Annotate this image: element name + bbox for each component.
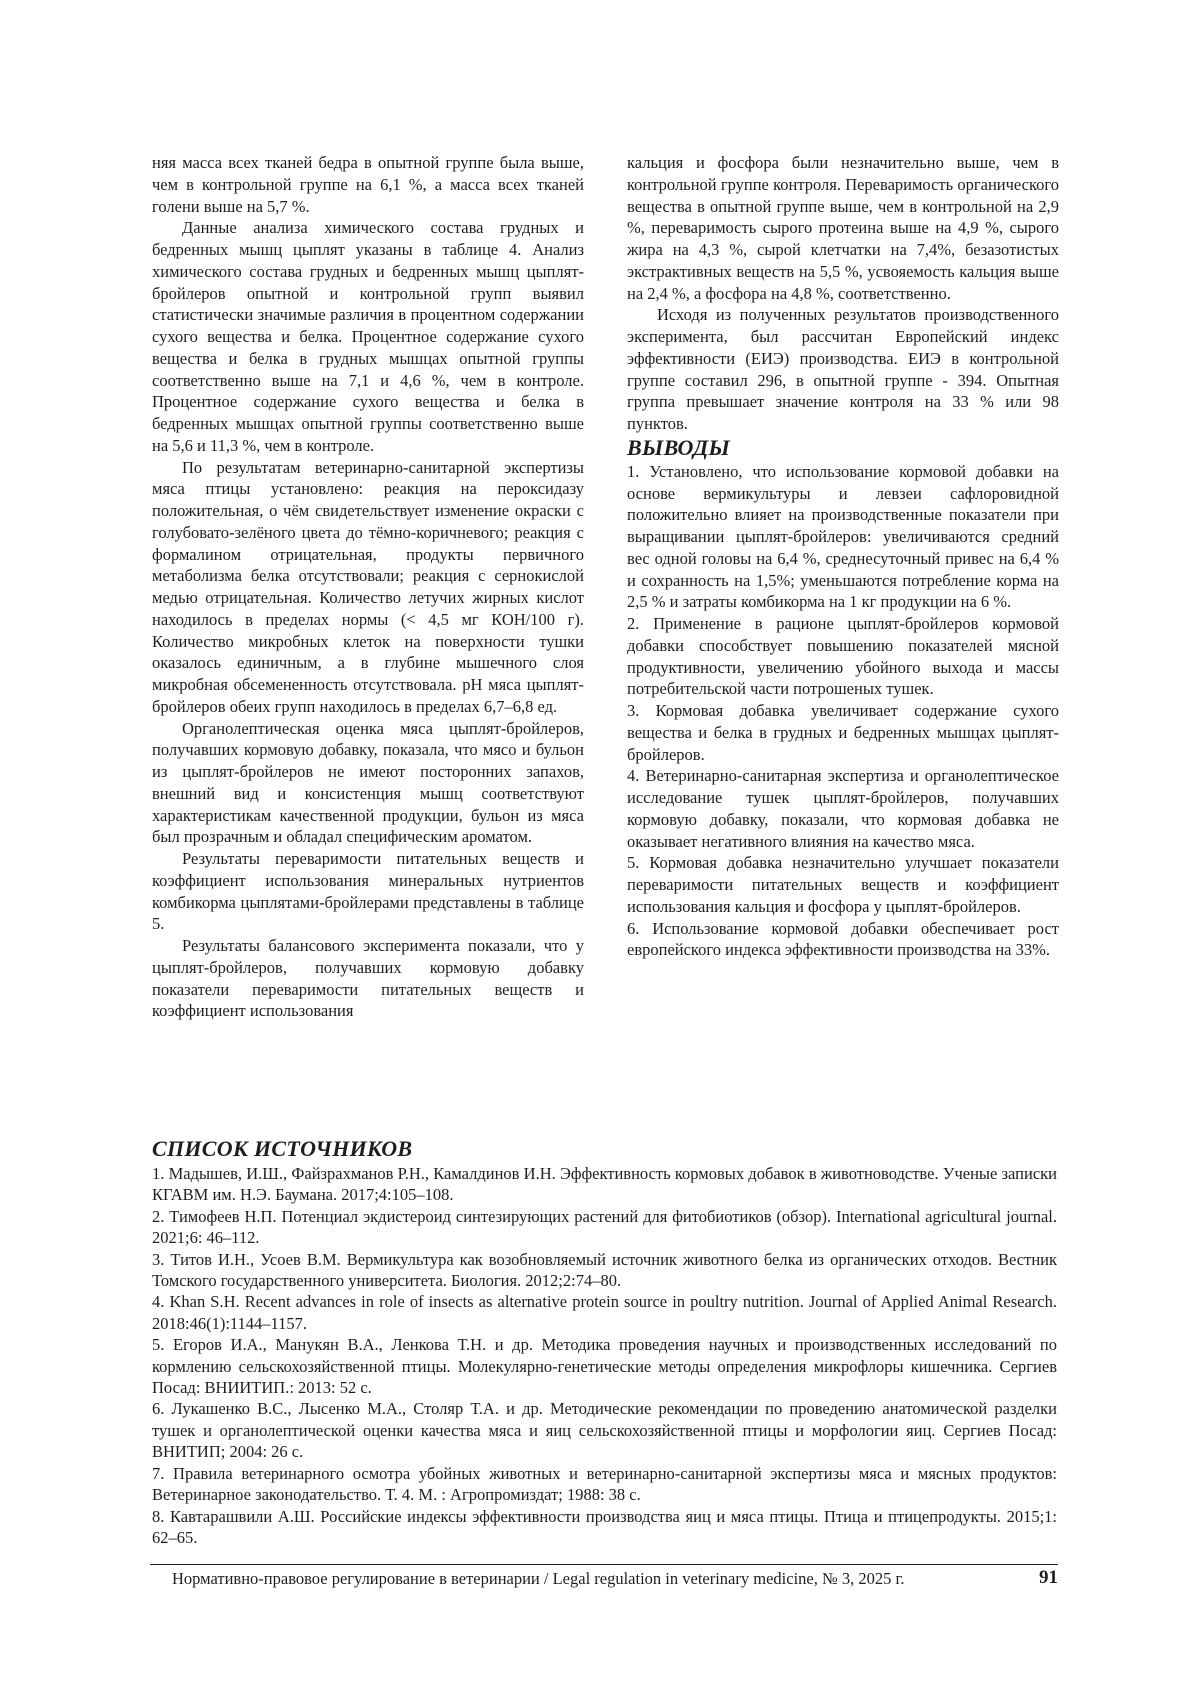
paragraph: няя масса всех тканей бедра в опытной группе была выше, чем в контрольной группе на 6,1 %, а масса всех тканей голени выше на 5,7 %. [152, 152, 584, 217]
reference-item: 5. Егоров И.А., Манукян В.А., Ленкова Т.Н. и др. Методика проведения научных и производственных исследований по кормлению сельскохозяйственной птицы. Молекулярно-генетические методы определения микрофлоры кишечника. Сергиев Посад: ВНИИТИП.: 2013: 52 с. [152, 1334, 1057, 1398]
journal-page [0, 0, 1200, 1697]
reference-item: 7. Правила ветеринарного осмотра убойных животных и ветеринарно-санитарной экспертизы мяса и мясных продуктов: Ветеринарное законодательство. Т. 4. М. : Агропромиздат; 1988: 38 с. [152, 1463, 1057, 1506]
page-number: 91 [1039, 1567, 1058, 1589]
reference-item: 8. Кавтарашвили А.Ш. Российские индексы эффективности производства яиц и мяса птицы. Птица и птицепродукты. 2015;1: 62–65. [152, 1506, 1057, 1549]
reference-item: 4. Khan S.H. Recent advances in role of insects as alternative protein source in poultry nutrition. Journal of Applied Animal Research. 2018:46(1):1144–1157. [152, 1291, 1057, 1334]
paragraph: Результаты переваримости питательных веществ и коэффициент использования минеральных нутриентов комбикорма цыплятами-бройлерами представлены в таблице 5. [152, 848, 584, 935]
conclusion-item: 3. Кормовая добавка увеличивает содержание сухого вещества и белка в грудных и бедренных мышцах цыплят-бройлеров. [627, 700, 1059, 765]
paragraph: Органолептическая оценка мяса цыплят-бройлеров, получавших кормовую добавку, показала, что мясо и бульон из цыплят-бройлеров не имеют посторонних запахов, внешний вид и консистенция мышц соответствуют характеристикам качественной продукции, бульон из мяса был прозрачным и обладал специфическим ароматом. [152, 718, 584, 849]
conclusion-item: 6. Использование кормовой добавки обеспечивает рост европейского индекса эффективности производства на 33%. [627, 918, 1059, 962]
paragraph: кальция и фосфора были незначительно выше, чем в контрольной группе контроля. Переваримость органического вещества в опытной группе выше, чем в контрольной на 2,9 %, переваримость сырого протеина выше на 4,9 %, сырого жира на 4,3 %, сырой клетчатки на 7,4%, безазотистых экстрактивных веществ на 5,5 %, усвояемость кальция выше на 2,4 %, а фосфора на 4,8 %, соответственно. [627, 152, 1059, 304]
paragraph: По результатам ветеринарно-санитарной экспертизы мяса птицы установлено: реакция на пероксидазу положительная, о чём свидетельствует изменение окраски с голубовато-зелёного цвета до тёмно-коричневого; реакция с формалином отрицательная, продукты первичного метаболизма белка отсутствовали; реакция с сернокислой медью отрицательная. Количество летучих жирных кислот находилось в пределах нормы (< 4,5 мг КОН/100 г). Количество микробных клеток на поверхности тушки оказалось единичным, а в глубине мышечного слоя микробная обсемененность отсутствовала. pH мяса цыплят-бройлеров обеих групп находилось в пределах 6,7–6,8 ед. [152, 457, 584, 718]
reference-item: 3. Титов И.Н., Усоев В.М. Вермикультура как возобновляемый источник животного белка из органических отходов. Вестник Томского государственного университета. Биология. 2012;2:74–80. [152, 1249, 1057, 1292]
paragraph: Результаты балансового эксперимента показали, что у цыплят-бройлеров, получавших кормовую добавку показатели переваримости питательных веществ и коэффициент использования [152, 935, 584, 1022]
reference-item: 1. Мадышев, И.Ш., Файзрахманов Р.Н., Камалдинов И.Н. Эффективность кормовых добавок в животноводстве. Ученые записки КГАВМ им. Н.Э. Баумана. 2017;4:105–108. [152, 1163, 1057, 1206]
conclusion-item: 1. Установлено, что использование кормовой добавки на основе вермикультуры и левзеи сафлоровидной положительно влияет на производственные показатели при выращивании цыплят-бройлеров: увеличиваются средний вес одной головы на 6,4 %, среднесуточный привес на 6,4 % и сохранность на 1,5%; уменьшаются потребление корма на 2,5 % и затраты комбикорма на 1 кг продукции на 6 %. [627, 461, 1059, 613]
reference-item: 6. Лукашенко В.С., Лысенко М.А., Столяр Т.А. и др. Методические рекомендации по проведению анатомической разделки тушек и органолептической оценки качества мяса и яиц сельскохозяйственной птицы и морфологии яиц. Сергиев Посад: ВНИТИП; 2004: 26 с. [152, 1398, 1057, 1462]
references-heading: СПИСОК ИСТОЧНИКОВ [152, 1136, 1057, 1161]
paragraph: Исходя из полученных результатов производственного эксперимента, был рассчитан Европейский индекс эффективности (ЕИЭ) производства. ЕИЭ в контрольной группе составил 296, в опытной группе - 394. Опытная группа превышает значение контроля на 33 % или 98 пунктов. [627, 304, 1059, 435]
reference-item: 2. Тимофеев Н.П. Потенциал экдистероид синтезирующих растений для фитобиотиков (обзор). International agricultural journal. 2021;6: 46–112. [152, 1206, 1057, 1249]
conclusion-item: 5. Кормовая добавка незначительно улучшает показатели переваримости питательных веществ и коэффициент использования кальция и фосфора у цыплят-бройлеров. [627, 852, 1059, 917]
journal-title: Нормативно-правовое регулирование в ветеринарии / Legal regulation in veterinary medicine, № 3, 2025 г. [172, 1568, 905, 1590]
paragraph: Данные анализа химического состава грудных и бедренных мышц цыплят указаны в таблице 4. Анализ химического состава грудных и бедренных мышц цыплят-бройлеров опытной и контрольной групп выявил статистически значимые различия в процентном содержании сухого вещества и белка. Процентное содержание сухого вещества и белка в грудных мышцах опытной группы соответственно выше на 7,1 и 4,6 %, чем в контроле. Процентное содержание сухого вещества и белка в бедренных мышцах опытной группы соответственно выше на 5,6 и 11,3 %, чем в контроле. [152, 217, 584, 456]
conclusion-item: 2. Применение в рационе цыплят-бройлеров кормовой добавки способствует повышению показателей мясной продуктивности, увеличению убойного выхода и массы потребительской части потрошеных тушек. [627, 613, 1059, 700]
left-column [152, 152, 584, 1022]
conclusion-item: 4. Ветеринарно-санитарная экспертиза и органолептическое исследование тушек цыплят-бройлеров, получавших кормовую добавку, показали, что кормовая добавка не оказывает негативного влияния на качество мяса. [627, 765, 1059, 852]
right-column [627, 152, 1059, 961]
footer-divider [150, 1564, 1058, 1565]
references-section [152, 1136, 1057, 1548]
conclusions-heading: ВЫВОДЫ [627, 435, 1059, 460]
